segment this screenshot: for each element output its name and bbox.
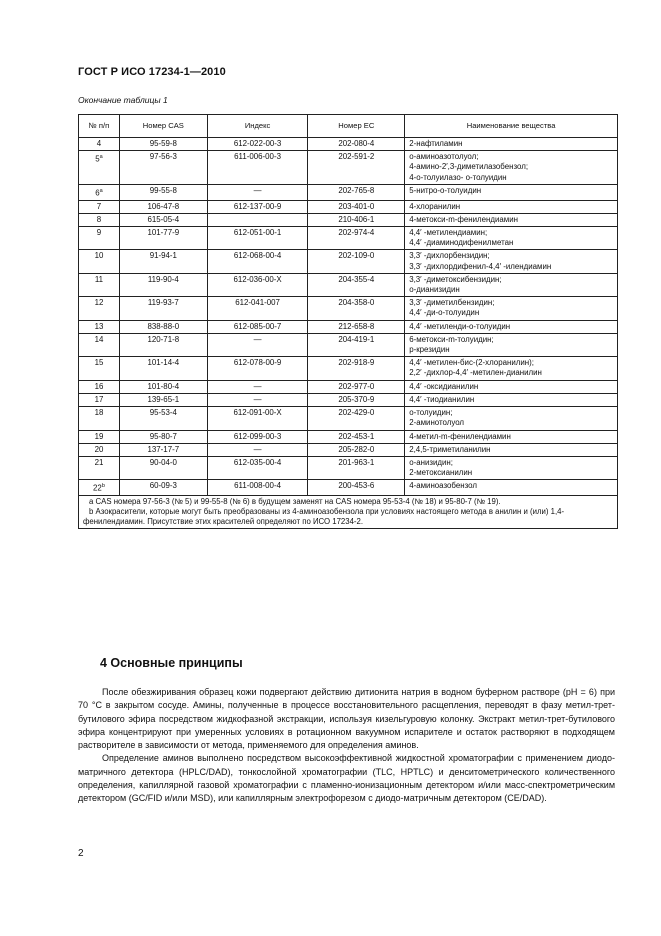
cell-cas: 99-55-8 — [119, 184, 207, 200]
cell-number: 12 — [79, 297, 120, 320]
cell-ec: 202-765-8 — [308, 184, 405, 200]
cell-substance-name: 3,3′ -диметоксибензидин; о-дианизидин — [405, 273, 618, 296]
header-index: Индекс — [207, 115, 308, 138]
header-substance-name: Наименование вещества — [405, 115, 618, 138]
cell-index: 612-099-00-3 — [207, 430, 308, 443]
cell-substance-name: 5-нитро-о-толуидин — [405, 184, 618, 200]
cell-number: 15 — [79, 357, 120, 380]
cell-index — [207, 213, 308, 226]
cell-ec: 202-918-9 — [308, 357, 405, 380]
cell-index: 612-068-00-4 — [207, 250, 308, 273]
table-row — [79, 456, 618, 479]
table-row — [79, 393, 618, 406]
cell-index: 612-085-00-7 — [207, 320, 308, 333]
cell-substance-name: 4-аминоазобензол — [405, 480, 618, 496]
cell-index: — — [207, 443, 308, 456]
table-row — [79, 357, 618, 380]
cell-number: 5$^a$ — [79, 151, 120, 185]
cell-ec: 201-963-1 — [308, 456, 405, 479]
cell-cas: 615-05-4 — [119, 213, 207, 226]
table-row — [79, 151, 618, 185]
table-row — [79, 213, 618, 226]
table-row — [79, 380, 618, 393]
cell-number: 11 — [79, 273, 120, 296]
table-row — [79, 297, 618, 320]
cell-cas: 95-80-7 — [119, 430, 207, 443]
cell-substance-name: 4-метил-m-фенилендиамин — [405, 430, 618, 443]
cell-cas: 91-94-1 — [119, 250, 207, 273]
cell-index: 611-008-00-4 — [207, 480, 308, 496]
cell-cas: 60-09-3 — [119, 480, 207, 496]
cell-ec: 204-358-0 — [308, 297, 405, 320]
cell-number: 17 — [79, 393, 120, 406]
cell-ec: 202-080-4 — [308, 138, 405, 151]
cell-index: 612-137-00-9 — [207, 200, 308, 213]
cell-index: 612-078-00-9 — [207, 357, 308, 380]
cell-number: 13 — [79, 320, 120, 333]
cell-index: 612-051-00-1 — [207, 227, 308, 250]
table-row — [79, 200, 618, 213]
cell-number: 21 — [79, 456, 120, 479]
cell-substance-name: 2,4,5-триметиланилин — [405, 443, 618, 456]
cell-substance-name: 4,4′ -оксидианилин — [405, 380, 618, 393]
header-ec: Номер ЕС — [308, 115, 405, 138]
table-row — [79, 138, 618, 151]
cell-cas: 95-59-8 — [119, 138, 207, 151]
cell-ec: 202-429-0 — [308, 407, 405, 430]
cell-index: 611-006-00-3 — [207, 151, 308, 185]
cell-substance-name: о-толуидин; 2-аминотолуол — [405, 407, 618, 430]
cell-ec: 200-453-6 — [308, 480, 405, 496]
cell-substance-name: о-анизидин; 2-метоксианилин — [405, 456, 618, 479]
cell-index: — — [207, 380, 308, 393]
cell-ec: 202-974-4 — [308, 227, 405, 250]
cell-index: — — [207, 393, 308, 406]
page-number: 2 — [78, 848, 84, 859]
body-text — [78, 686, 615, 806]
cell-substance-name: 3,3′ -дихлорбензидин; 3,3′ -дихлордифенил-4,4′ -илендиамин — [405, 250, 618, 273]
table-row — [79, 250, 618, 273]
header-cas: Номер CAS — [119, 115, 207, 138]
cell-number: 20 — [79, 443, 120, 456]
document-header: ГОСТ Р ИСО 17234-1—2010 — [78, 66, 226, 78]
substances-table — [78, 114, 618, 529]
cell-substance-name: 4-метокси-m-фенилендиамин — [405, 213, 618, 226]
cell-number: 18 — [79, 407, 120, 430]
table-row — [79, 407, 618, 430]
cell-cas: 838-88-0 — [119, 320, 207, 333]
cell-index: 612-091-00-X — [207, 407, 308, 430]
footnotes-row — [79, 496, 618, 529]
cell-cas: 119-90-4 — [119, 273, 207, 296]
cell-cas: 119-93-7 — [119, 297, 207, 320]
paragraph-1: После обезжиривания образец кожи подвергают действию дитионита натрия в водном буферном растворе (pH = 6) при 70 °С в закрытом сосуде. Амины, полученные в процессе восстановительного расщепления, переводят в фазу метил-трет-бутилового эфира посредством жидкофазной экстракции, используя кизельгуровую колонку. Экстракт метил-трет-бутилового эфира концентрируют при умеренных условиях в ротационном вакуумном испарителе и остаток растворяют в подходящем растворителе в зависимости от метода, применяемого для определения аминов. — [78, 687, 615, 751]
cell-index: — — [207, 333, 308, 356]
cell-number: 9 — [79, 227, 120, 250]
cell-ec: 204-419-1 — [308, 333, 405, 356]
cell-cas: 97-56-3 — [119, 151, 207, 185]
cell-index: 612-041-007 — [207, 297, 308, 320]
cell-substance-name: 4,4′ -тиодианилин — [405, 393, 618, 406]
cell-ec: 202-591-2 — [308, 151, 405, 185]
cell-cas: 106-47-8 — [119, 200, 207, 213]
cell-index: 612-022-00-3 — [207, 138, 308, 151]
cell-ec: 205-282-0 — [308, 443, 405, 456]
cell-number: 7 — [79, 200, 120, 213]
cell-cas: 120-71-8 — [119, 333, 207, 356]
cell-cas: 90-04-0 — [119, 456, 207, 479]
cell-number: 10 — [79, 250, 120, 273]
cell-index: 612-035-00-4 — [207, 456, 308, 479]
cell-ec: 212-658-8 — [308, 320, 405, 333]
cell-substance-name: 2-нафтиламин — [405, 138, 618, 151]
cell-ec: 205-370-9 — [308, 393, 405, 406]
cell-cas: 95-53-4 — [119, 407, 207, 430]
cell-substance-name: 4,4′ -метилен-бис-(2-хлоранилин); 2,2′ -дихлор-4,4′ -метилен-дианилин — [405, 357, 618, 380]
table-row — [79, 184, 618, 200]
table-row — [79, 273, 618, 296]
cell-substance-name: 3,3′ -диметилбензидин; 4,4′ -ди-о-толуидин — [405, 297, 618, 320]
table-caption: Окончание таблицы 1 — [78, 95, 168, 105]
cell-substance-name: 6-метокси-m-толуидин; p-крезидин — [405, 333, 618, 356]
cell-cas: 137-17-7 — [119, 443, 207, 456]
cell-number: 8 — [79, 213, 120, 226]
table-row — [79, 480, 618, 496]
section-title: 4 Основные принципы — [100, 656, 243, 670]
cell-cas: 139-65-1 — [119, 393, 207, 406]
paragraph-2: Определение аминов выполнено посредством высокоэффективной жидкостной хроматографии с применением диодо-матричного детектора (HPLC/DAD), тонкослойной хроматографии (TLC, HPTLC) и денситометрического количественного определения, капиллярной газовой хроматографии с пламенно-ионизационным детектором и/или масс-спектрометрическим детектором (GC/FID и/или MSD), или капиллярным электрофорезом с диодо-матричным детектором (CE/DAD). — [78, 753, 615, 804]
cell-cas: 101-80-4 — [119, 380, 207, 393]
cell-ec: 202-977-0 — [308, 380, 405, 393]
cell-number: 14 — [79, 333, 120, 356]
cell-ec: 202-453-1 — [308, 430, 405, 443]
table-row — [79, 333, 618, 356]
cell-ec: 202-109-0 — [308, 250, 405, 273]
cell-number: 16 — [79, 380, 120, 393]
cell-substance-name: 4-хлоранилин — [405, 200, 618, 213]
cell-ec: 210-406-1 — [308, 213, 405, 226]
cell-ec: 203-401-0 — [308, 200, 405, 213]
cell-substance-name: о-аминоазотолуол; 4-амино-2′,3-диметилазобензол; 4-о-толуилазо- о-толуидин — [405, 151, 618, 185]
cell-index: 612-036-00-X — [207, 273, 308, 296]
cell-number: 4 — [79, 138, 120, 151]
cell-cas: 101-14-4 — [119, 357, 207, 380]
table-footnotes — [79, 496, 618, 529]
header-number: № п/п — [79, 115, 120, 138]
cell-cas: 101-77-9 — [119, 227, 207, 250]
cell-substance-name: 4,4′ -метилендиамин; 4,4′ -диаминодифенилметан — [405, 227, 618, 250]
footnote-b: b Азокрасители, которые могут быть преобразованы из 4-аминоазобензола при условиях настоящего метода в анилин и (или) 1,4-фенилендиамин. Присутствие этих красителей определяют по ИСО 17234-2. — [83, 507, 565, 527]
cell-index: — — [207, 184, 308, 200]
cell-substance-name: 4,4′ -метиленди-о-толуидин — [405, 320, 618, 333]
footnote-a: a CAS номера 97-56-3 (№ 5) и 99-55-8 (№ 6) в будущем заменят на CAS номера 95-53-4 (№ 18) и 95-80-7 (№ 19). — [89, 497, 501, 507]
table-row — [79, 430, 618, 443]
cell-number: 6$^a$ — [79, 184, 120, 200]
table-header-row — [79, 115, 618, 138]
cell-ec: 204-355-4 — [308, 273, 405, 296]
cell-number: 19 — [79, 430, 120, 443]
table-row — [79, 227, 618, 250]
cell-number: 22$^b$ — [79, 480, 120, 496]
table-row — [79, 320, 618, 333]
table-row — [79, 443, 618, 456]
